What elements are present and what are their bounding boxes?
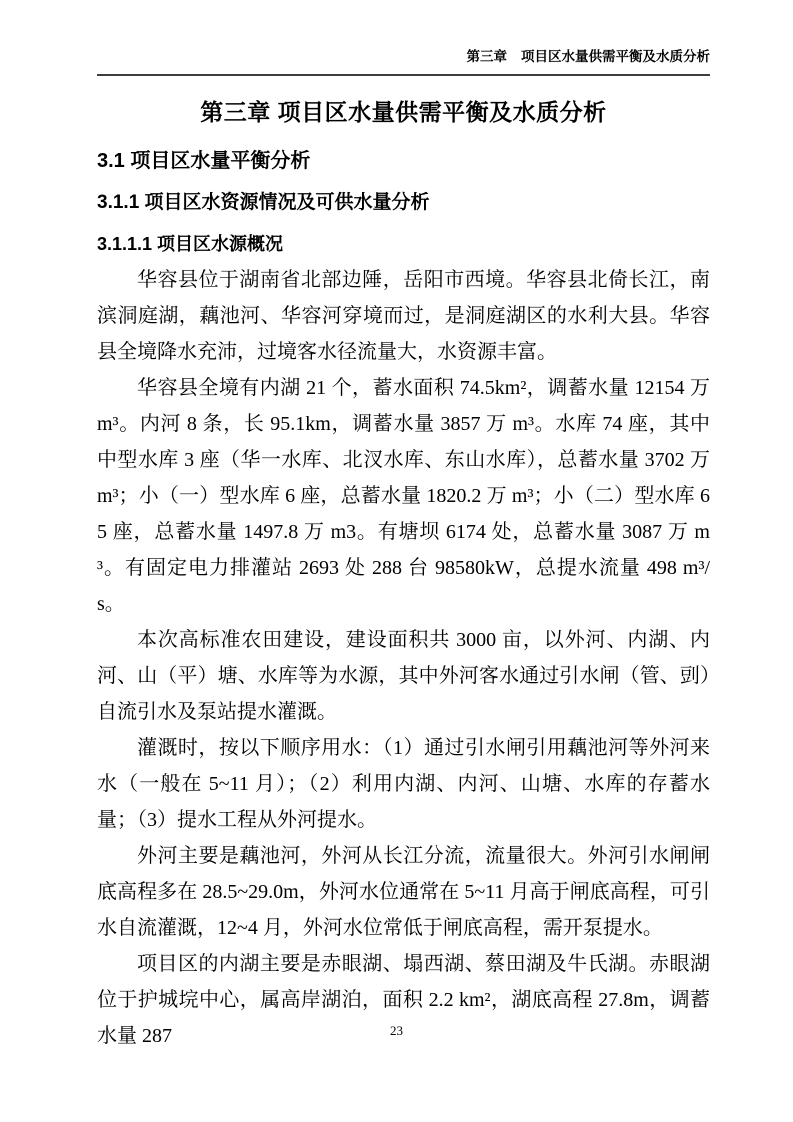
header-rule: [97, 74, 710, 76]
document-body: [97, 262, 710, 1054]
paragraph: 项目区的内湖主要是赤眼湖、塌西湖、蔡田湖及牛氏湖。赤眼湖位于护城垸中心，属高岸湖泊，面积 2.2 km²，湖底高程 27.8m，调蓄水量 287: [97, 953, 710, 1047]
paragraph: 灌溉时，按以下顺序用水：（1）通过引水闸引用藕池河等外河来水（一般在 5~11 月）；（2）利用内湖、内河、山塘、水库的存蓄水量；（3）提水工程从外河提水。: [97, 737, 710, 831]
paragraph: 华容县全境有内湖 21 个，蓄水面积 74.5km²，调蓄水量 12154 万 m³。内河 8 条，长 95.1km，调蓄水量 3857 万 m³。水库 74 座，其中中型水库 3 座（华一水库、北汊水库、东山水库），总蓄水量 3702 万 m³；小（一）型水库 6 座，总蓄水量 1820.2 万 m³；小（二）型水库 65 座，总蓄水量 1497.8 万 m3。有塘坝 6174 处，总蓄水量 3087 万 m³。有固定电力排灌站 2693 处 288 台 98580kW，总提水流量 498 m³/s。: [97, 377, 710, 615]
running-header-title: 项目区水量供需平衡及水质分析: [521, 49, 710, 64]
page-title: 第三章 项目区水量供需平衡及水质分析: [200, 99, 607, 125]
running-header: [97, 48, 710, 66]
heading-3-1-1: 3.1.1 项目区水资源情况及可供水量分析: [97, 192, 430, 213]
paragraph: 本次高标准农田建设，建设面积共 3000 亩，以外河、内湖、内河、山（平）塘、水库等为水源，其中外河客水通过引水闸（管、剅）自流引水及泵站提水灌溉。: [97, 629, 710, 723]
heading-3-1: 3.1 项目区水量平衡分析: [97, 150, 311, 172]
paragraph: 华容县位于湖南省北部边陲，岳阳市西境。华容县北倚长江，南滨洞庭湖，藕池河、华容河穿境而过，是洞庭湖区的水利大县。华容县全境降水充沛，过境客水径流量大，水资源丰富。: [97, 269, 710, 363]
paragraph: 外河主要是藕池河，外河从长江分流，流量很大。外河引水闸闸底高程多在 28.5~29.0m，外河水位通常在 5~11 月高于闸底高程，可引水自流灌溉，12~4 月，外河水位常低于闸底高程，需开泵提水。: [97, 845, 710, 939]
running-header-chapter: 第三章: [466, 49, 507, 64]
page-footer: [0, 1022, 793, 1040]
heading-3-1-1-1: 3.1.1.1 项目区水源概况: [97, 234, 284, 254]
page-number: 23: [390, 1023, 403, 1038]
